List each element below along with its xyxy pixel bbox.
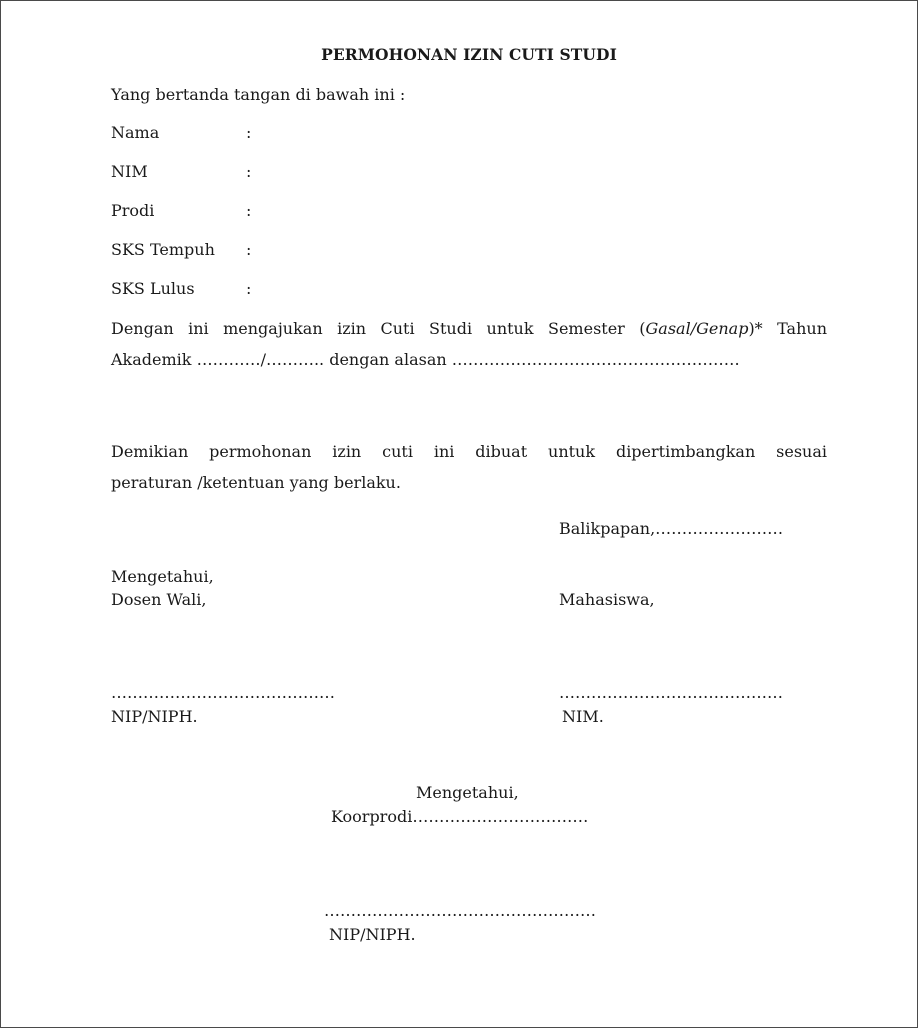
closing-line-2: peraturan /ketentuan yang berlaku.: [111, 473, 401, 492]
advisor-signature-line: ……………………………………: [111, 683, 335, 702]
field-colon: :: [246, 201, 252, 220]
semester-options: Gasal/Genap: [645, 319, 749, 338]
student-role-label: Mahasiswa,: [559, 590, 655, 609]
coord-role-label: Koorprodi……………………………: [331, 807, 589, 826]
place-date: Balikpapan,……………………: [559, 519, 784, 538]
field-colon: :: [246, 162, 252, 181]
closing-line-1: Demikian permohonan izin cuti ini dibuat untuk dipertimbangkan sesuai: [111, 442, 827, 461]
document-title: PERMOHONAN IZIN CUTI STUDI: [321, 45, 617, 64]
field-colon: :: [246, 279, 252, 298]
left-ack-label: Mengetahui,: [111, 567, 214, 586]
request-line-2: Akademik …………/……….. dengan alasan ………………………………………………: [111, 350, 740, 369]
student-id-label: NIM.: [562, 707, 604, 726]
field-label-sks-tempuh: SKS Tempuh: [111, 240, 215, 259]
field-colon: :: [246, 240, 252, 259]
field-label-nama: Nama: [111, 123, 160, 142]
coord-signature-line: ……………………………………………: [324, 901, 596, 920]
coord-id-label: NIP/NIPH.: [329, 925, 416, 944]
request-line-1: [111, 313, 827, 344]
request-paragraph: [111, 313, 827, 375]
request-line-1-start: Dengan ini mengajukan izin Cuti Studi untuk Semester (: [111, 319, 646, 338]
field-colon: :: [246, 123, 252, 142]
coord-ack-label: Mengetahui,: [416, 783, 519, 802]
field-label-prodi: Prodi: [111, 201, 155, 220]
field-label-nim: NIM: [111, 162, 148, 181]
closing-paragraph: [111, 436, 827, 498]
advisor-id-label: NIP/NIPH.: [111, 707, 198, 726]
intro-text: Yang bertanda tangan di bawah ini :: [111, 85, 406, 104]
student-signature-line: ……………………………………: [559, 683, 783, 702]
field-label-sks-lulus: SKS Lulus: [111, 279, 195, 298]
advisor-role-label: Dosen Wali,: [111, 590, 207, 609]
request-line-1-end: )* Tahun: [748, 319, 828, 338]
